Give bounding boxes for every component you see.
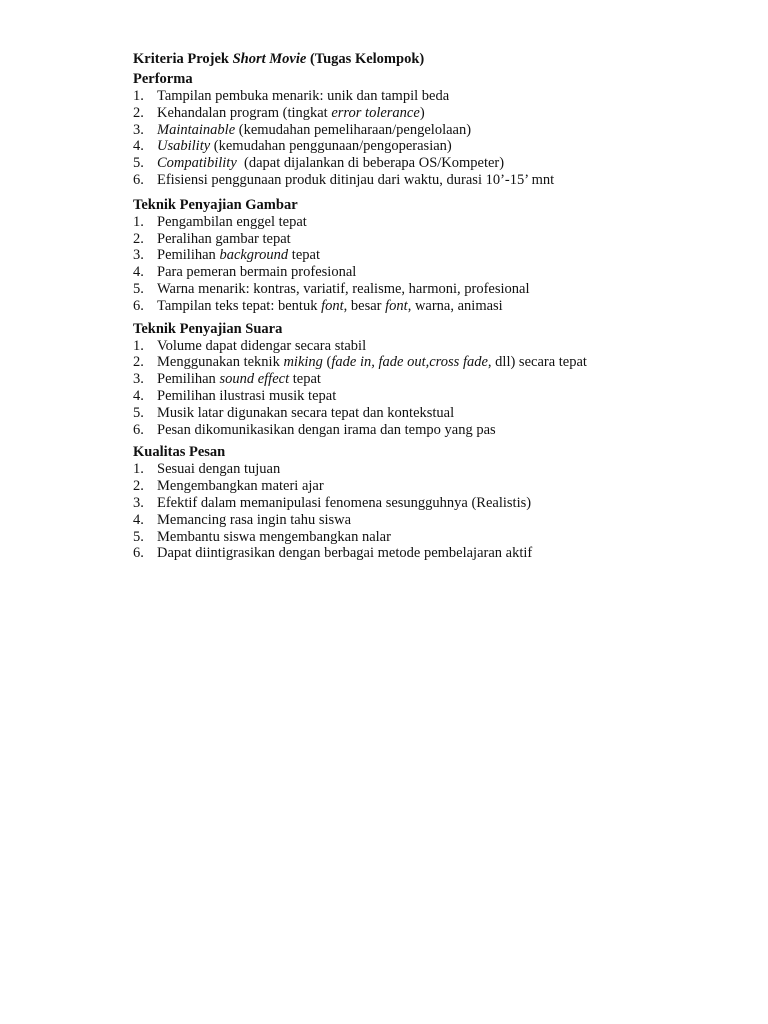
list-item [133, 298, 693, 315]
section-heading: Kualitas Pesan [133, 444, 226, 461]
italic-term: font [385, 297, 408, 314]
list-item-number: 2. [133, 104, 144, 121]
text-run: Efektif dalam memanipulasi fenomena sesungguhnya (Realistis) [157, 494, 532, 511]
list-item-text [157, 512, 351, 529]
italic-term: error tolerance [331, 104, 420, 121]
text-run: tepat [288, 247, 320, 264]
list-item [133, 231, 693, 248]
list-item [133, 529, 693, 546]
text-run: Pemilihan [157, 371, 220, 388]
list-item [133, 122, 693, 139]
list-item [133, 545, 693, 562]
list-item [133, 354, 693, 371]
text-run: Tampilan pembuka menarik: unik dan tampil beda [157, 88, 450, 104]
italic-term: font [321, 297, 344, 314]
list-item-text [157, 529, 391, 546]
section-teknik-penyajian-suara [133, 321, 693, 439]
section-heading: Teknik Penyajian Gambar [133, 196, 298, 213]
section-heading: Teknik Penyajian Suara [133, 320, 283, 337]
text-run: Memancing rasa ingin tahu siswa [157, 511, 352, 528]
list-item-text [157, 371, 321, 388]
list-item-number: 4. [133, 138, 144, 155]
list-item-number: 2. [133, 230, 144, 247]
document-title [133, 50, 693, 69]
italic-term: Maintainable [157, 121, 236, 138]
italic-term: miking [283, 354, 323, 371]
text-run: Volume dapat didengar secara stabil [157, 337, 367, 354]
text-run: Kehandalan program (tingkat [157, 104, 332, 121]
italic-term: sound effect [219, 371, 290, 388]
text-run: Membantu siswa mengembangkan nalar [157, 528, 391, 545]
criteria-sections [133, 71, 693, 562]
list-item [133, 388, 693, 405]
italic-term: background [219, 247, 289, 264]
list-item-text [157, 545, 532, 562]
list-item-text [157, 231, 291, 248]
list-item [133, 405, 693, 422]
text-run: tepat [289, 371, 321, 388]
section-heading: Performa [133, 71, 193, 87]
list-item-number: 6. [133, 421, 144, 438]
list-item-number: 3. [133, 247, 144, 264]
text-run: Efisiensi penggunaan produk ditinjau dari waktu, durasi 10’-15’ mnt [157, 171, 555, 188]
list-item [133, 247, 693, 264]
list-item [133, 138, 693, 155]
text-run: Pemilihan [157, 247, 220, 264]
italic-term: Compatibility [157, 155, 237, 172]
list-item-text [157, 495, 531, 512]
list-item-text [157, 138, 452, 155]
list-item-number: 6. [133, 171, 144, 188]
list-item [133, 422, 693, 439]
text-run: , besar [343, 297, 386, 314]
list-item [133, 495, 693, 512]
list-item-text [157, 88, 449, 105]
list-item-number: 3. [133, 121, 144, 138]
text-run: Pemilihan ilustrasi musik tepat [157, 387, 337, 404]
list-item-number: 1. [133, 88, 144, 104]
text-run: Tampilan teks tepat: bentuk [157, 297, 322, 314]
list-item-number: 4. [133, 387, 144, 404]
list-item-number: 1. [133, 337, 144, 354]
list-item-number: 6. [133, 545, 144, 562]
list-item [133, 461, 693, 478]
list-item-text [157, 422, 496, 439]
list-item-text [157, 354, 587, 371]
document-content [133, 50, 693, 568]
list-item-number: 1. [133, 213, 144, 230]
list-item-text [157, 338, 366, 355]
section-kualitas-pesan [133, 444, 693, 562]
list-item [133, 214, 693, 231]
text-run: ) [419, 104, 425, 121]
list-item-number: 5. [133, 155, 144, 172]
title-italic: Short Movie [232, 51, 307, 67]
list-item-number: 3. [133, 494, 144, 511]
list-item-text [157, 461, 280, 478]
list-item [133, 172, 693, 189]
title-suffix: (Tugas Kelompok) [306, 51, 425, 67]
italic-term: Usability [157, 138, 211, 155]
text-run: (dapat dijalankan di beberapa OS/Kompeter) [236, 155, 505, 172]
list-item-text [157, 122, 471, 139]
text-run: Menggunakan teknik [157, 354, 284, 371]
text-run: Musik latar digunakan secara tepat dan kontekstual [157, 404, 455, 421]
list-item-number: 1. [133, 461, 144, 478]
list-item-text [157, 172, 554, 189]
text-run: Warna menarik: kontras, variatif, realisme, harmoni, profesional [157, 280, 530, 297]
text-run: , dll) secara tepat [487, 354, 587, 371]
text-run: (kemudahan pemeliharaan/pengelolaan) [235, 121, 472, 138]
text-run: ( [322, 354, 332, 371]
list-item-text [157, 247, 320, 264]
list-item-text [157, 281, 529, 298]
text-run: (kemudahan penggunaan/pengoperasian) [210, 138, 452, 155]
title-prefix: Kriteria Projek [133, 51, 233, 67]
text-run: Dapat diintigrasikan dengan berbagai metode pembelajaran aktif [157, 545, 533, 562]
list-item [133, 281, 693, 298]
list-item-text [157, 388, 336, 405]
list-item [133, 338, 693, 355]
section-performa [133, 71, 693, 189]
text-run: Peralihan gambar tepat [157, 230, 291, 247]
list-item-number: 2. [133, 354, 144, 371]
list-item [133, 105, 693, 122]
list-item [133, 264, 693, 281]
list-item-number: 6. [133, 297, 144, 314]
list-item [133, 512, 693, 529]
text-run: Sesuai dengan tujuan [157, 461, 281, 478]
list-item [133, 88, 693, 105]
list-item-number: 4. [133, 511, 144, 528]
list-item-text [157, 214, 307, 231]
list-item [133, 371, 693, 388]
text-run: , warna, animasi [407, 297, 503, 314]
text-run: Pesan dikomunikasikan dengan irama dan tempo yang pas [157, 421, 496, 438]
list-item-text [157, 298, 503, 315]
list-item-text [157, 155, 504, 172]
list-item-number: 3. [133, 371, 144, 388]
list-item-number: 5. [133, 280, 144, 297]
list-item-number: 5. [133, 528, 144, 545]
list-item-number: 5. [133, 404, 144, 421]
italic-term: fade in, fade out,cross fade [331, 354, 488, 371]
list-item-number: 2. [133, 478, 144, 495]
list-item-text [157, 405, 454, 422]
text-run: Para pemeran bermain profesional [157, 264, 357, 281]
list-item [133, 155, 693, 172]
list-item-text [157, 264, 356, 281]
list-item-number: 4. [133, 264, 144, 281]
text-run: Mengembangkan materi ajar [157, 478, 324, 495]
list-item [133, 478, 693, 495]
list-item-text [157, 478, 324, 495]
text-run: Pengambilan enggel tepat [157, 213, 307, 230]
list-item-text [157, 105, 425, 122]
section-teknik-penyajian-gambar [133, 197, 693, 315]
